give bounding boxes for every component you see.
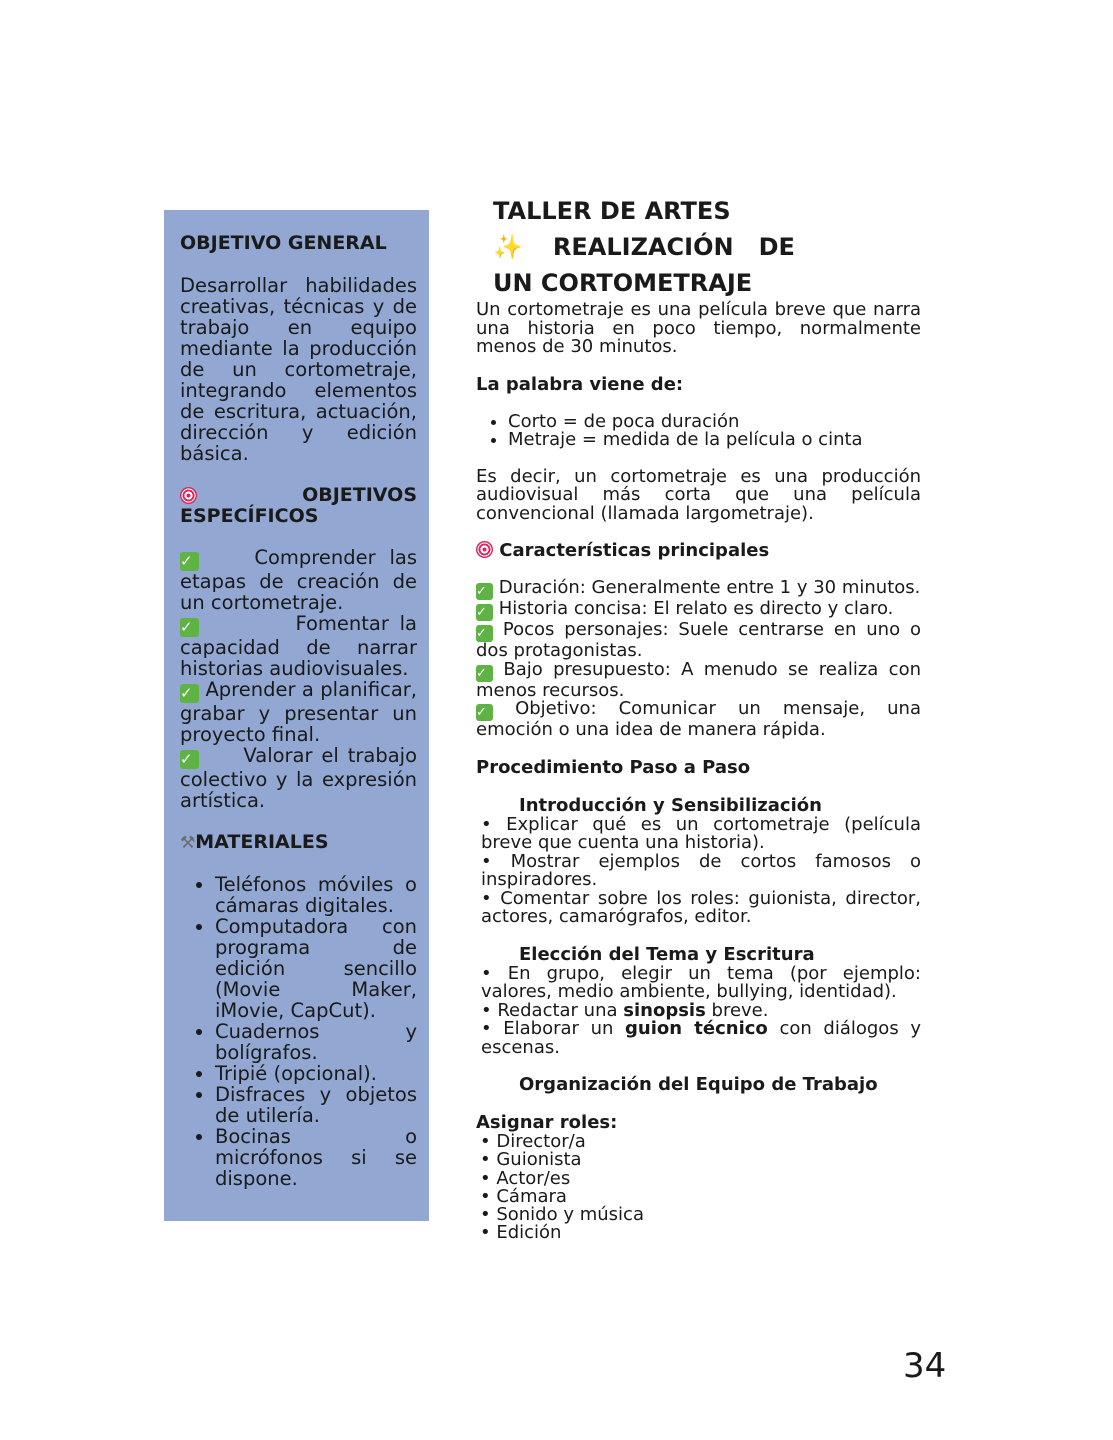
list-item: ✓ Fomentar la capacidad de narrar historias audiovisuales. xyxy=(180,612,417,680)
title-line-2: REALIZACIÓN DE xyxy=(552,233,795,261)
sparkles-icon: ✨ xyxy=(493,233,523,261)
check-icon: ✓ xyxy=(476,665,493,682)
objetivo-general-section xyxy=(180,232,417,464)
list-item: ✓ Duración: Generalmente entre 1 y 30 minutos. xyxy=(476,577,921,599)
target-icon xyxy=(180,487,197,504)
intro-paragraph: Un cortometraje es una película breve que narra una historia en poco tiempo, normalmente menos de 30 minutos. xyxy=(476,299,921,357)
list-item: • Director/a xyxy=(480,1131,586,1152)
list-item: • Corto = de poca duración xyxy=(508,413,921,432)
list-item: • Explicar qué es un cortometraje (película breve que cuenta una historia). xyxy=(481,813,921,853)
list-item: ✓ Objetivo: Comunicar un mensaje, una emoción o una idea de manera rápida. xyxy=(476,698,921,740)
list-item: • Actor/es xyxy=(480,1167,571,1189)
list-item: • Elaborar un guion técnico con diálogos y escenas. xyxy=(481,1018,921,1058)
list-item: • Redactar una sinopsis breve. xyxy=(481,999,769,1021)
check-icon: ✓ xyxy=(180,750,199,769)
objetivos-especificos-heading xyxy=(180,484,417,506)
materiales-list xyxy=(180,874,417,1189)
list-item: • Metraje = medida de la película o cinta xyxy=(508,431,921,450)
paso-1-title: Introducción y Sensibilización xyxy=(519,794,822,816)
list-item: ✓ Valorar el trabajo colectivo y la expresión artística. xyxy=(180,744,417,812)
es-decir-paragraph: Es decir, un cortometraje es una producción audiovisual más corta que una película convencional (llamada largometraje). xyxy=(476,465,921,524)
objetivos-especificos-list xyxy=(180,547,417,811)
check-icon: ✓ xyxy=(476,583,493,600)
list-item: ✓ Comprender las etapas de creación de un cortometraje. xyxy=(180,546,417,614)
list-item: ✓ Aprender a planificar, grabar y presentar un proyecto final. xyxy=(180,678,417,746)
page-number: 34 xyxy=(903,1346,947,1386)
objetivo-general-title: OBJETIVO GENERAL xyxy=(180,232,387,254)
list-item: ✓ Pocos personajes: Suele centrarse en uno o dos protagonistas. xyxy=(476,619,921,661)
list-item: • Cuadernos y bolígrafos. xyxy=(215,1021,417,1063)
procedimiento-heading: Procedimiento Paso a Paso xyxy=(476,756,751,778)
list-item: • Disfraces y objetos de utilería. xyxy=(215,1084,417,1126)
sidebar-panel xyxy=(164,210,429,1221)
list-item: • Mostrar ejemplos de cortos famosos o inspiradores. xyxy=(481,850,921,890)
objetivos-especificos-title-2: ESPECÍFICOS xyxy=(180,505,319,527)
list-item: ✓ Historia concisa: El relato es directo y claro. xyxy=(476,598,894,620)
main-content xyxy=(476,193,921,1243)
check-icon: ✓ xyxy=(180,684,199,703)
list-item: • Computadora con programa de edición sencillo (Movie Maker, iMovie, CapCut). xyxy=(215,916,417,1021)
list-item: • En grupo, elegir un tema (por ejemplo: valores, medio ambiente, bullying, identidad). xyxy=(481,962,921,1002)
list-item: • Tripié (opcional). xyxy=(215,1063,417,1084)
palabra-list xyxy=(476,410,921,450)
list-item: • Edición xyxy=(480,1222,562,1244)
roles-heading: Asignar roles: xyxy=(476,1112,618,1133)
list-item: • Cámara xyxy=(480,1185,567,1207)
list-item: • Sonido y música xyxy=(480,1204,644,1226)
objetivo-general-text: Desarrollar habilidades creativas, técnicas y de trabajo en equipo mediante la producción de un cortometraje, integrando elementos de escritura, actuación, dirección y edición básica. xyxy=(180,274,417,465)
list-item: ✓ Bajo presupuesto: A menudo se realiza con menos recursos. xyxy=(476,658,921,701)
page-title xyxy=(476,193,921,301)
palabra-heading: La palabra viene de: xyxy=(476,373,684,395)
list-item: • Bocinas o micrófonos si se dispone. xyxy=(215,1126,417,1189)
materiales-title: MATERIALES xyxy=(195,831,329,853)
check-icon: ✓ xyxy=(180,552,199,571)
check-icon: ✓ xyxy=(180,618,199,637)
list-item: • Comentar sobre los roles: guionista, director, actores, camarógrafos, editor. xyxy=(481,887,921,927)
title-line-1: TALLER DE ARTES xyxy=(493,197,731,225)
paso-3-title: Organización del Equipo de Trabajo xyxy=(519,1074,878,1095)
list-item: • Guionista xyxy=(480,1149,582,1171)
hammer-icon: ⚒ xyxy=(180,833,196,853)
objetivos-especificos-title-1: OBJETIVOS xyxy=(302,484,417,506)
roles-list xyxy=(476,1133,921,1243)
materiales-heading xyxy=(180,831,417,854)
list-item: • Teléfonos móviles o cámaras digitales. xyxy=(215,874,417,916)
paso-2-title: Elección del Tema y Escritura xyxy=(519,943,815,965)
check-icon: ✓ xyxy=(476,625,493,642)
check-icon: ✓ xyxy=(476,604,493,621)
caracteristicas-heading: Características principales xyxy=(476,541,921,561)
caracteristicas-list xyxy=(476,579,921,740)
check-icon: ✓ xyxy=(476,704,493,721)
title-line-3: UN CORTOMETRAJE xyxy=(493,269,753,297)
target-icon xyxy=(476,541,493,558)
